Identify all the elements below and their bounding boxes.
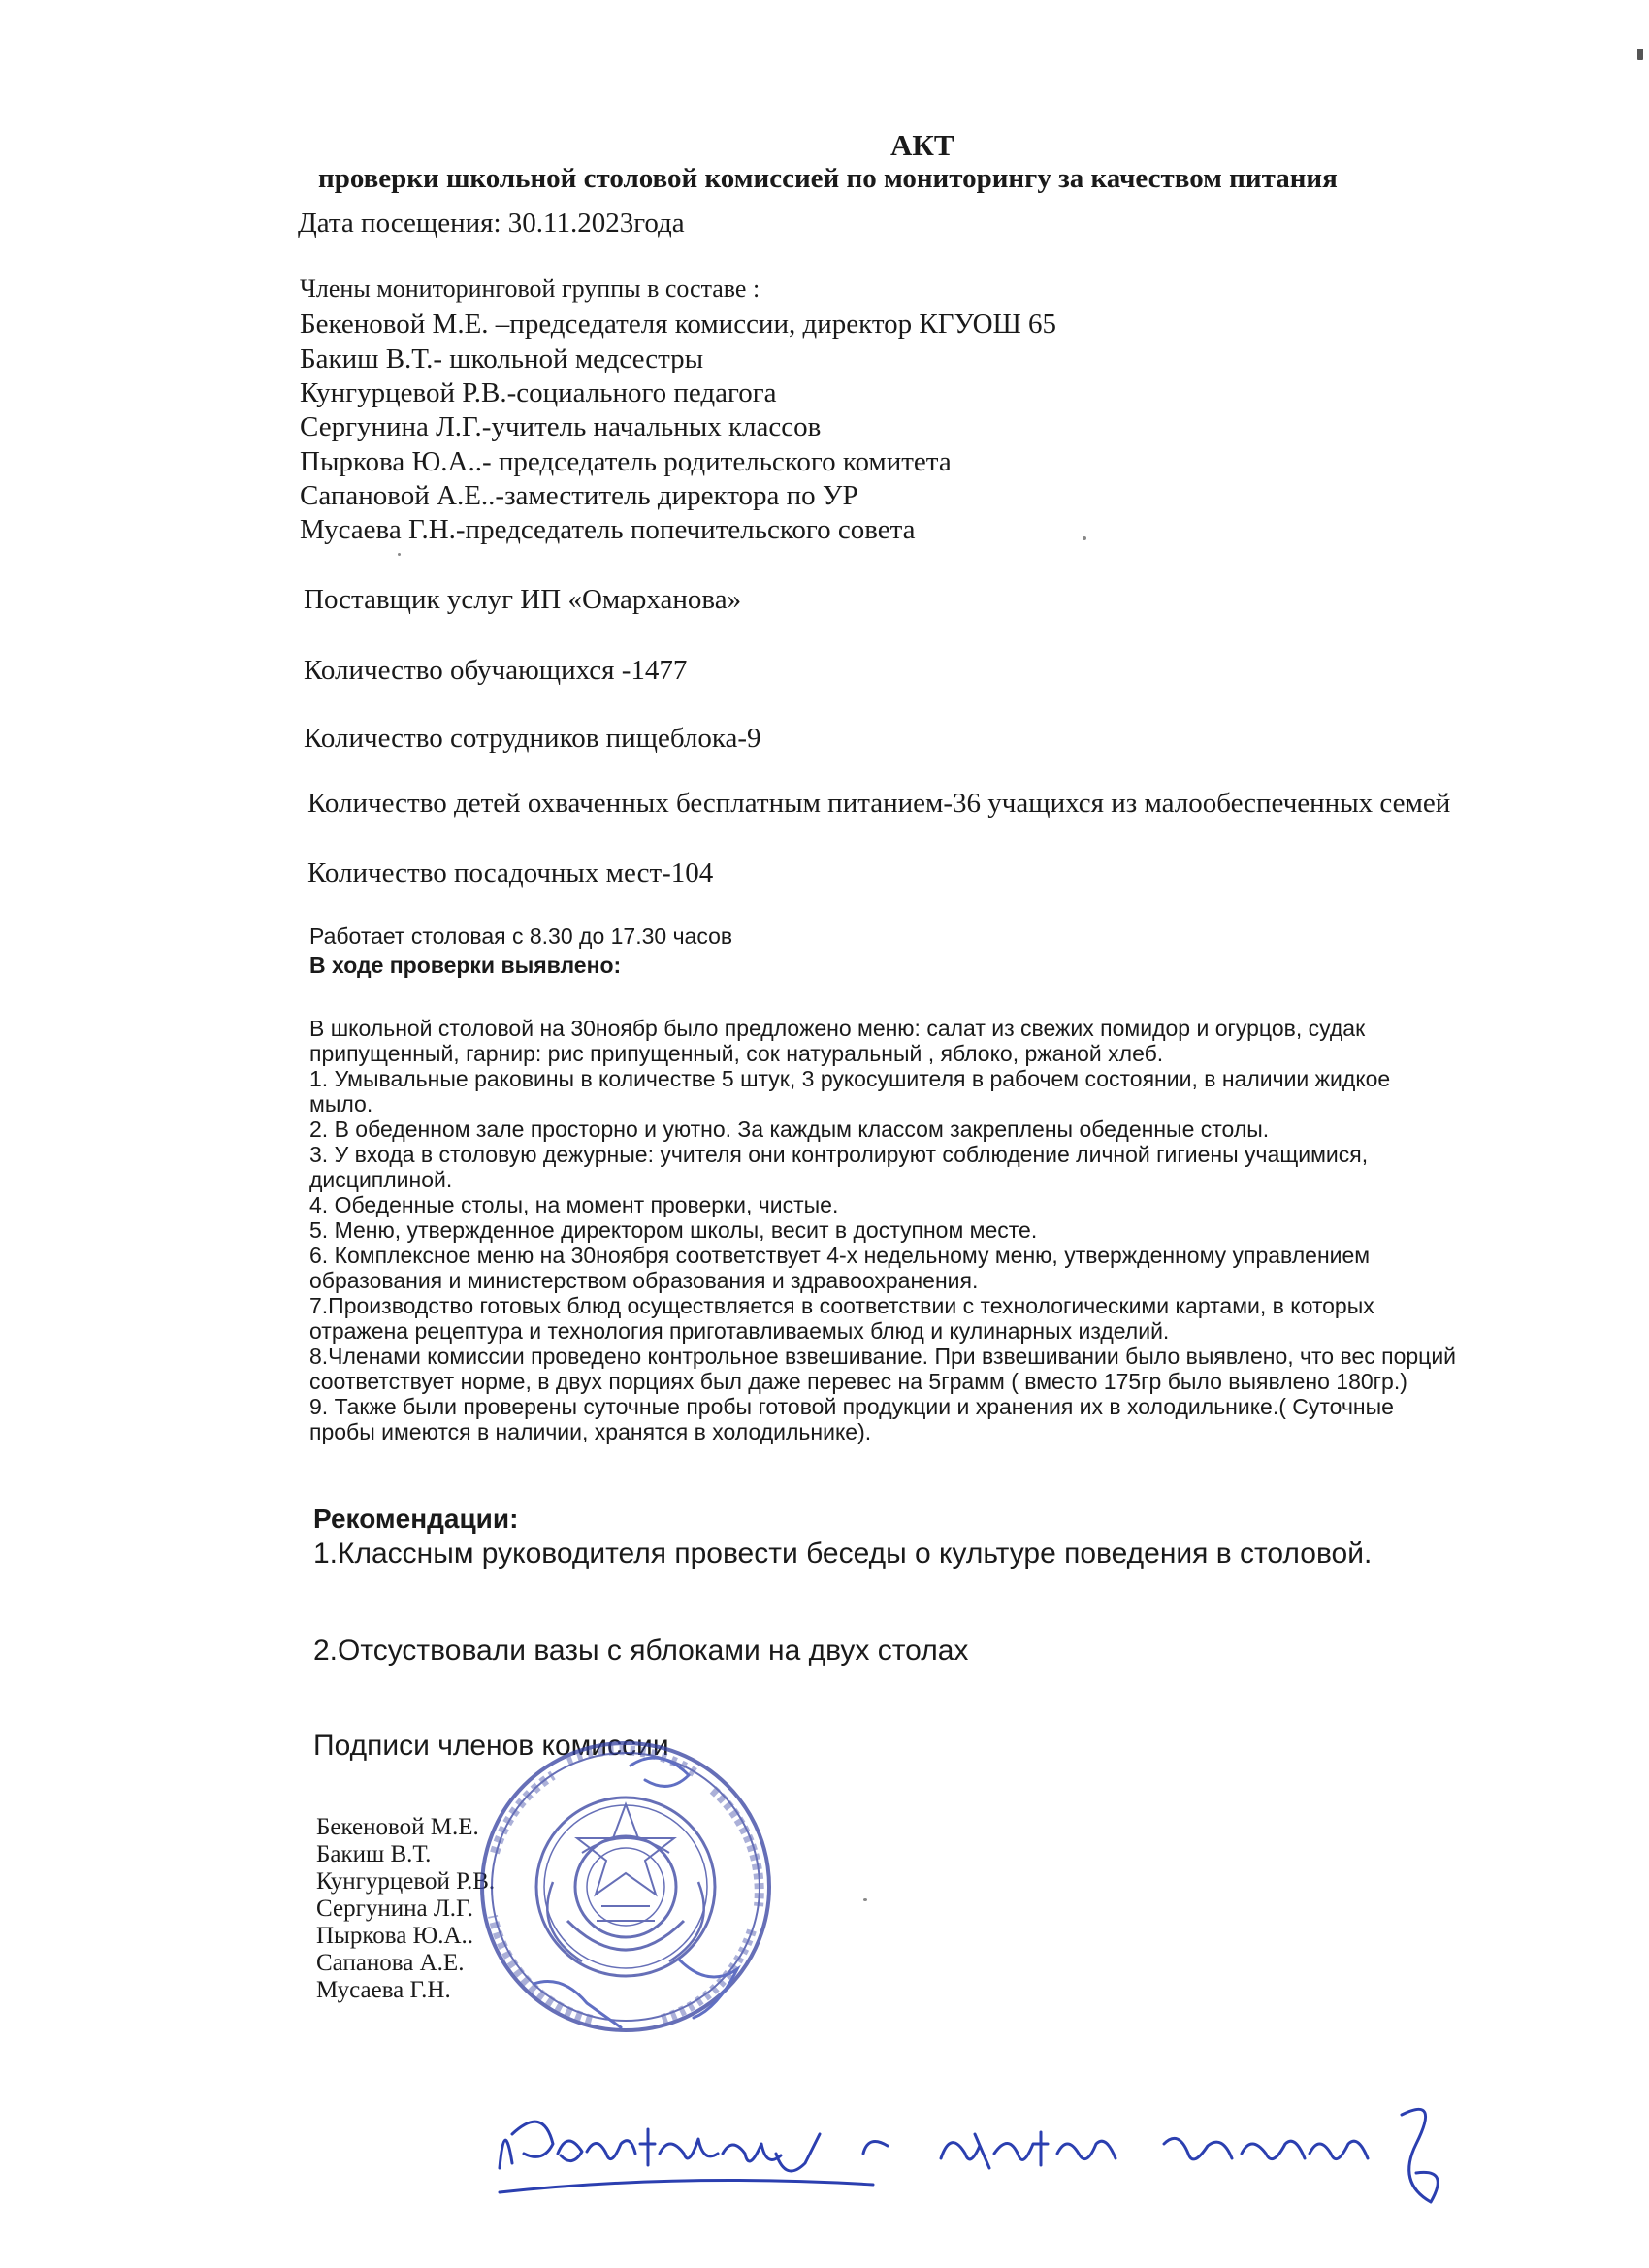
recommendation-item: 1.Классным руководителя провести беседы о культуре поведения в столовой.	[313, 1538, 1373, 1570]
findings-heading: В ходе проверки выявлено:	[309, 953, 622, 978]
students-line: Количество обучающихся -1477	[304, 655, 688, 686]
member-line: Кунгурцевой Р.В.-социального педагога	[300, 377, 777, 408]
finding-line: дисциплиной.	[309, 1167, 453, 1192]
signature-name: Сергунина Л.Г.	[316, 1895, 473, 1922]
handwritten-note-image	[485, 2076, 1455, 2221]
seats-line: Количество посадочных мест-104	[307, 858, 714, 889]
finding-line: припущенный, гарнир: рис припущенный, сок натуральный , яблоко, ржаной хлеб.	[309, 1041, 1164, 1066]
recommendation-item: 2.Отсуствовали вазы с яблоками на двух столах	[313, 1635, 969, 1667]
document-title: АКТ	[890, 128, 954, 162]
finding-line: 7.Производство готовых блюд осуществляется в соответствии с технологическими картами, в которых	[309, 1293, 1374, 1318]
recommendations-heading: Рекомендации:	[313, 1504, 519, 1534]
signature-name: Сапанова А.Е.	[316, 1950, 465, 1976]
signature-name: Кунгурцевой Р.В.	[316, 1868, 496, 1895]
finding-line: 9. Также были проверены суточные пробы готовой продукции и хранения их в холодильнике.( Суточные	[309, 1394, 1394, 1419]
members-intro: Члены мониторинговой группы в составе :	[300, 275, 760, 303]
finding-line: образования и министерством образования и здравоохранения.	[309, 1268, 979, 1293]
signatures-heading: Подписи членов комиссии	[313, 1730, 669, 1762]
finding-line: В школьной столовой на 30ноябр было предложено меню: салат из свежих помидор и огурцов, судак	[309, 1016, 1366, 1041]
scan-speck	[1083, 536, 1086, 540]
signature-name: Бекеновой М.Е.	[316, 1814, 479, 1840]
signature-name: Бакиш В.Т.	[316, 1841, 432, 1867]
signature-name: Мусаева Г.Н.	[316, 1977, 451, 2003]
signature-name: Пыркова Ю.А..	[316, 1923, 474, 1949]
official-stamp-image	[475, 1736, 776, 2037]
staff-line: Количество сотрудников пищеблока-9	[304, 723, 761, 754]
member-line: Сапановой А.Е..-заместитель директора по УР	[300, 480, 858, 511]
finding-line: отражена рецептура и технология приготавливаемых блюд и кулинарных изделий.	[309, 1318, 1170, 1344]
finding-line: соответствует норме, в двух порциях был даже перевес на 5грамм ( вместо 175гр было выявлено 180гр.)	[309, 1369, 1407, 1394]
member-line: Сергунина Л.Г.-учитель начальных классов	[300, 411, 822, 442]
finding-line: 1. Умывальные раковины в количестве 5 штук, 3 рукосушителя в рабочем состоянии, в наличии жидкое	[309, 1066, 1391, 1091]
finding-line: 3. У входа в столовую дежурные: учителя они контролируют соблюдение личной гигиены учащимися,	[309, 1142, 1369, 1167]
finding-line: 4. Обеденные столы, на момент проверки, чистые.	[309, 1192, 839, 1217]
finding-line: 2. В обеденном зале просторно и уютно. За каждым классом закреплены обеденные столы.	[309, 1117, 1270, 1142]
member-line: Пыркова Ю.А..- председатель родительского комитета	[300, 446, 952, 477]
member-line: Бакиш В.Т.- школьной медсестры	[300, 343, 704, 374]
hours-line: Работает столовая с 8.30 до 17.30 часов	[309, 923, 733, 949]
finding-line: 8.Членами комиссии проведено контрольное взвешивание. При взвешивании было выявлено, что вес порций	[309, 1344, 1457, 1369]
supplier-line: Поставщик услуг ИП «Омарханова»	[304, 584, 742, 615]
document-subtitle: проверки школьной столовой комиссией по мониторингу за качеством питания	[318, 163, 1338, 194]
free-meals-line: Количество детей охваченных бесплатным питанием-36 учащихся из малообеспеченных семей	[307, 788, 1451, 819]
member-line: Мусаева Г.Н.-председатель попечительского совета	[300, 514, 916, 545]
member-line: Бекеновой М.Е. –председателя комиссии, директор КГУОШ 65	[300, 308, 1057, 340]
visit-date: Дата посещения: 30.11.2023года	[298, 208, 685, 239]
scan-speck	[1637, 49, 1643, 60]
finding-line: 6. Комплексное меню на 30ноября соответствует 4-х недельному меню, утвержденному управлением	[309, 1243, 1371, 1268]
finding-line: 5. Меню, утвержденное директором школы, весит в доступном месте.	[309, 1217, 1038, 1243]
finding-line: пробы имеются в наличии, хранятся в холодильнике).	[309, 1419, 872, 1444]
finding-line: мыло.	[309, 1091, 373, 1117]
scan-speck	[398, 553, 401, 556]
scan-speck	[863, 1898, 867, 1901]
